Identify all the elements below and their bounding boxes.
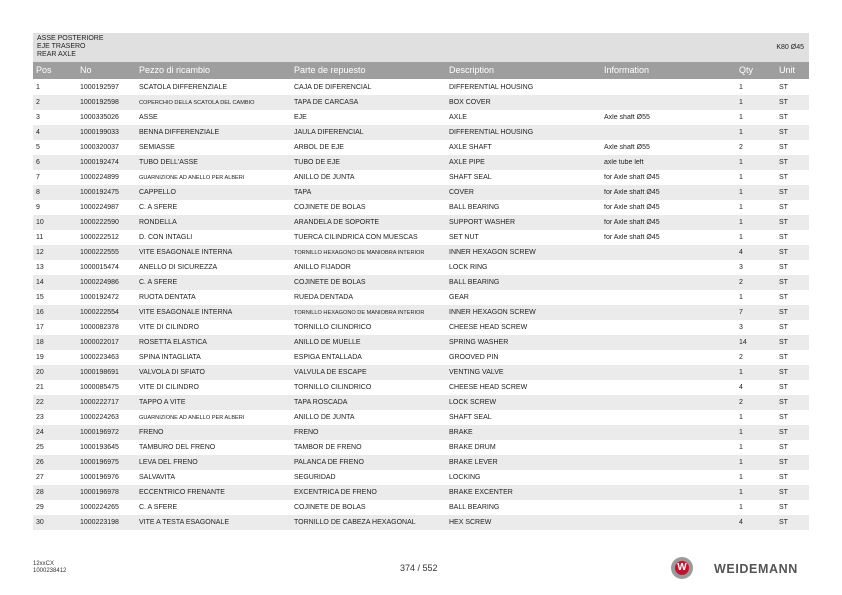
model-label: K80 Ø45: [776, 44, 804, 51]
cell-en: BRAKE EXCENTER: [449, 489, 513, 496]
cell-en: SHAFT SEAL: [449, 174, 492, 181]
cell-it: RUOTA DENTATA: [139, 294, 196, 301]
cell-unit: ST: [779, 444, 788, 451]
cell-unit: ST: [779, 234, 788, 241]
cell-unit: ST: [779, 339, 788, 346]
cell-pos: 21: [36, 384, 44, 391]
col-description: Description: [449, 65, 495, 75]
cell-no: 1000192598: [80, 99, 119, 106]
cell-qty: 1: [739, 174, 743, 181]
cell-no: 1000223463: [80, 354, 119, 361]
table-row: [33, 140, 809, 155]
cell-qty: 1: [739, 504, 743, 511]
cell-no: 1000222590: [80, 219, 119, 226]
cell-it: ASSE: [139, 114, 158, 121]
cell-it: SCATOLA DIFFERENZIALE: [139, 84, 228, 91]
cell-no: 1000192474: [80, 159, 119, 166]
cell-es: TUERCA CILÍNDRICA CON MUESCAS: [294, 234, 418, 241]
cell-en: LOCK SCREW: [449, 399, 497, 406]
cell-unit: ST: [779, 294, 788, 301]
cell-no: 1000085475: [80, 384, 119, 391]
table-row: [33, 320, 809, 335]
cell-no: 1000022017: [80, 339, 119, 346]
cell-en: BALL BEARING: [449, 504, 500, 511]
cell-es: ARANDELA DE SOPORTE: [294, 219, 380, 226]
cell-pos: 1: [36, 84, 40, 91]
cell-qty: 1: [739, 369, 743, 376]
cell-it: VITE A TESTA ESAGONALE: [139, 519, 229, 526]
cell-pos: 13: [36, 264, 44, 271]
cell-es: ANILLO DE JUNTA: [294, 174, 355, 181]
cell-no: 1000222554: [80, 309, 119, 316]
table-row: [33, 200, 809, 215]
cell-info: for Axle shaft Ø45: [604, 189, 660, 196]
table-row: [33, 350, 809, 365]
cell-it: C. A SFERE: [139, 204, 178, 211]
cell-en: BALL BEARING: [449, 204, 500, 211]
cell-qty: 2: [739, 279, 743, 286]
cell-es: ESPIGA ENTALLADA: [294, 354, 362, 361]
footer-model: 12xxCX: [33, 561, 55, 567]
table-header: [33, 62, 809, 79]
cell-unit: ST: [779, 519, 788, 526]
cell-unit: ST: [779, 309, 788, 316]
cell-no: 1000222512: [80, 234, 119, 241]
cell-en: AXLE: [449, 114, 467, 121]
cell-es: COJINETE DE BOLAS: [294, 504, 366, 511]
cell-no: 1000335026: [80, 114, 119, 121]
cell-pos: 2: [36, 99, 40, 106]
cell-it: SALVAVITA: [139, 474, 176, 481]
table-row: [33, 395, 809, 410]
cell-en: DIFFERENTIAL HOUSING: [449, 129, 534, 136]
cell-es: JAULA DIFERENCIAL: [294, 129, 364, 136]
cell-en: SPRING WASHER: [449, 339, 509, 346]
table-row: [33, 455, 809, 470]
cell-unit: ST: [779, 219, 788, 226]
cell-qty: 2: [739, 399, 743, 406]
cell-no: 1000192597: [80, 84, 119, 91]
cell-en: CHEESE HEAD SCREW: [449, 324, 528, 331]
table-row: [33, 485, 809, 500]
logo-letter: W: [675, 561, 689, 575]
cell-es: CAJA DE DIFERENCIAL: [294, 84, 372, 91]
cell-es: COJINETE DE BOLAS: [294, 279, 366, 286]
col-pos: Pos: [36, 65, 52, 75]
cell-no: 1000196975: [80, 459, 119, 466]
cell-unit: ST: [779, 354, 788, 361]
cell-it: VITE DI CILINDRO: [139, 384, 199, 391]
table-row: [33, 365, 809, 380]
cell-it: LEVA DEL FRENO: [139, 459, 198, 466]
table-row: [33, 410, 809, 425]
table-row: [33, 275, 809, 290]
cell-no: 1000192475: [80, 189, 119, 196]
cell-it: C. A SFERE: [139, 504, 178, 511]
cell-pos: 15: [36, 294, 44, 301]
cell-qty: 1: [739, 414, 743, 421]
cell-unit: ST: [779, 144, 788, 151]
cell-it: VITE ESAGONALE INTERNA: [139, 249, 233, 256]
col-unit: Unit: [779, 65, 796, 75]
cell-en: AXLE PIPE: [449, 159, 485, 166]
cell-pos: 14: [36, 279, 44, 286]
cell-it: RONDELLA: [139, 219, 177, 226]
cell-no: 1000198691: [80, 369, 119, 376]
cell-pos: 3: [36, 114, 40, 121]
cell-qty: 3: [739, 264, 743, 271]
cell-unit: ST: [779, 489, 788, 496]
cell-en: CHEESE HEAD SCREW: [449, 384, 528, 391]
cell-it: VITE ESAGONALE INTERNA: [139, 309, 233, 316]
cell-en: BRAKE DRUM: [449, 444, 496, 451]
table-row: [33, 80, 809, 95]
cell-unit: ST: [779, 384, 788, 391]
cell-no: 1000196972: [80, 429, 119, 436]
cell-es: ÁRBOL DE EJE: [294, 144, 344, 151]
cell-es: TAPA ROSCADA: [294, 399, 348, 406]
cell-es: TORNILLO DE CABEZA HEXAGONAL: [294, 519, 416, 526]
cell-pos: 27: [36, 474, 44, 481]
cell-no: 1000196978: [80, 489, 119, 496]
cell-no: 1000223198: [80, 519, 119, 526]
cell-qty: 1: [739, 84, 743, 91]
cell-no: 1000222717: [80, 399, 119, 406]
cell-en: LOCKING: [449, 474, 481, 481]
cell-es: FRENO: [294, 429, 319, 436]
col-spanish: Parte de repuesto: [294, 65, 366, 75]
cell-qty: 1: [739, 444, 743, 451]
col-qty: Qty: [739, 65, 754, 75]
cell-pos: 30: [36, 519, 44, 526]
col-information: Information: [604, 65, 650, 75]
table-row: [33, 170, 809, 185]
cell-pos: 5: [36, 144, 40, 151]
cell-it: C. A SFERE: [139, 279, 178, 286]
cell-it: ECCENTRICO FRENANTE: [139, 489, 225, 496]
cell-unit: ST: [779, 159, 788, 166]
cell-no: 1000224899: [80, 174, 119, 181]
cell-pos: 25: [36, 444, 44, 451]
logo-icon: [671, 557, 693, 579]
cell-qty: 1: [739, 114, 743, 121]
table-row: [33, 305, 809, 320]
cell-es: VÁLVULA DE ESCAPE: [294, 369, 367, 376]
cell-qty: 1: [739, 294, 743, 301]
cell-no: 1000320037: [80, 144, 119, 151]
cell-it: SEMIASSE: [139, 144, 175, 151]
cell-en: COVER: [449, 189, 474, 196]
cell-es: TUBO DE EJE: [294, 159, 340, 166]
page-number: 374 / 552: [400, 563, 438, 573]
cell-unit: ST: [779, 189, 788, 196]
cell-info: for Axle shaft Ø45: [604, 174, 660, 181]
parts-table: [33, 80, 809, 530]
cell-en: INNER HEXAGON SCREW: [449, 249, 536, 256]
cell-en: GROOVED PIN: [449, 354, 499, 361]
title-italian: ASSE POSTERIORE: [37, 35, 104, 42]
brand-logo: [671, 557, 811, 581]
cell-en: BRAKE LEVER: [449, 459, 498, 466]
cell-no: 1000222555: [80, 249, 119, 256]
table-row: [33, 155, 809, 170]
cell-pos: 28: [36, 489, 44, 496]
cell-qty: 1: [739, 474, 743, 481]
cell-en: BRAKE: [449, 429, 473, 436]
cell-unit: ST: [779, 204, 788, 211]
cell-pos: 29: [36, 504, 44, 511]
cell-no: 1000224987: [80, 204, 119, 211]
cell-unit: ST: [779, 129, 788, 136]
cell-pos: 19: [36, 354, 44, 361]
cell-qty: 3: [739, 324, 743, 331]
cell-es: TORNILLO CILÍNDRICO: [294, 324, 372, 331]
cell-en: LOCK RING: [449, 264, 488, 271]
cell-no: 1000196976: [80, 474, 119, 481]
cell-qty: 4: [739, 249, 743, 256]
table-row: [33, 380, 809, 395]
table-row: [33, 335, 809, 350]
table-row: [33, 260, 809, 275]
cell-unit: ST: [779, 504, 788, 511]
cell-unit: ST: [779, 459, 788, 466]
footer-number: 1000238412: [33, 568, 67, 574]
cell-unit: ST: [779, 399, 788, 406]
cell-qty: 1: [739, 219, 743, 226]
cell-qty: 1: [739, 159, 743, 166]
cell-pos: 23: [36, 414, 44, 421]
cell-es: RUEDA DENTADA: [294, 294, 353, 301]
title-spanish: EJE TRASERO: [37, 43, 86, 50]
col-italian: Pezzo di ricambio: [139, 65, 211, 75]
cell-it: GUARNIZIONE AD ANELLO PER ALBERI: [139, 415, 245, 421]
cell-qty: 1: [739, 489, 743, 496]
cell-qty: 4: [739, 519, 743, 526]
cell-qty: 4: [739, 384, 743, 391]
footer-doc-id: [33, 561, 66, 575]
table-row: [33, 500, 809, 515]
table-row: [33, 425, 809, 440]
cell-es: TAPA DE CARCASA: [294, 99, 359, 106]
cell-it: FRENO: [139, 429, 164, 436]
cell-es: SEGURIDAD: [294, 474, 336, 481]
table-row: [33, 110, 809, 125]
table-row: [33, 290, 809, 305]
cell-no: 1000192472: [80, 294, 119, 301]
cell-unit: ST: [779, 174, 788, 181]
cell-unit: ST: [779, 429, 788, 436]
cell-unit: ST: [779, 279, 788, 286]
cell-it: ANELLO DI SICUREZZA: [139, 264, 218, 271]
table-row: [33, 245, 809, 260]
cell-no: 1000082378: [80, 324, 119, 331]
cell-unit: ST: [779, 474, 788, 481]
cell-pos: 18: [36, 339, 44, 346]
cell-qty: 1: [739, 129, 743, 136]
cell-qty: 1: [739, 189, 743, 196]
cell-es: ANILLO DE JUNTA: [294, 414, 355, 421]
cell-es: TORNILLO CILÍNDRICO: [294, 384, 372, 391]
cell-pos: 9: [36, 204, 40, 211]
cell-es: PALANCA DE FRENO: [294, 459, 364, 466]
cell-pos: 12: [36, 249, 44, 256]
table-row: [33, 95, 809, 110]
cell-it: D. CON INTAGLI: [139, 234, 193, 241]
cell-en: SHAFT SEAL: [449, 414, 492, 421]
cell-qty: 2: [739, 144, 743, 151]
cell-qty: 1: [739, 99, 743, 106]
cell-info: Axle shaft Ø55: [604, 114, 650, 121]
table-row: [33, 230, 809, 245]
cell-en: DIFFERENTIAL HOUSING: [449, 84, 534, 91]
cell-no: 1000199033: [80, 129, 119, 136]
table-row: [33, 515, 809, 530]
cell-qty: 7: [739, 309, 743, 316]
cell-pos: 26: [36, 459, 44, 466]
brand-name: WEIDEMANN: [714, 562, 798, 576]
cell-en: BOX COVER: [449, 99, 491, 106]
cell-qty: 1: [739, 204, 743, 211]
cell-no: 1000193645: [80, 444, 119, 451]
cell-no: 1000224265: [80, 504, 119, 511]
cell-qty: 1: [739, 459, 743, 466]
cell-info: axle tube left: [604, 159, 644, 166]
cell-es: EXCÉNTRICA DE FRENO: [294, 489, 377, 496]
cell-en: INNER HEXAGON SCREW: [449, 309, 536, 316]
col-no: No: [80, 65, 92, 75]
table-row: [33, 125, 809, 140]
cell-en: VENTING VALVE: [449, 369, 504, 376]
cell-pos: 17: [36, 324, 44, 331]
table-row: [33, 215, 809, 230]
cell-unit: ST: [779, 249, 788, 256]
cell-no: 1000224986: [80, 279, 119, 286]
cell-it: COPERCHIO DELLA SCATOLA DEL CAMBIO: [139, 100, 255, 106]
cell-it: GUARNIZIONE AD ANELLO PER ALBERI: [139, 175, 245, 181]
cell-es: TORNILLO HEXÁGONO DE MANIOBRA INTERIOR: [294, 310, 425, 316]
cell-unit: ST: [779, 114, 788, 121]
cell-es: TORNILLO HEXÁGONO DE MANIOBRA INTERIOR: [294, 250, 425, 256]
table-row: [33, 440, 809, 455]
cell-it: BENNA DIFFERENZIALE: [139, 129, 220, 136]
cell-no: 1000224263: [80, 414, 119, 421]
cell-qty: 14: [739, 339, 747, 346]
cell-es: ANILLO DE MUELLE: [294, 339, 361, 346]
section-title: [37, 35, 104, 59]
cell-info: Axle shaft Ø55: [604, 144, 650, 151]
cell-unit: ST: [779, 369, 788, 376]
cell-unit: ST: [779, 414, 788, 421]
cell-es: ANILLO FIJADOR: [294, 264, 351, 271]
cell-it: TAMBURO DEL FRENO: [139, 444, 216, 451]
cell-en: AXLE SHAFT: [449, 144, 492, 151]
cell-it: TUBO DELL'ASSE: [139, 159, 198, 166]
cell-pos: 4: [36, 129, 40, 136]
cell-pos: 11: [36, 234, 44, 241]
cell-qty: 2: [739, 354, 743, 361]
cell-info: for Axle shaft Ø45: [604, 204, 660, 211]
cell-en: SUPPORT WASHER: [449, 219, 515, 226]
table-row: [33, 185, 809, 200]
cell-pos: 22: [36, 399, 44, 406]
cell-pos: 7: [36, 174, 40, 181]
cell-en: GEAR: [449, 294, 469, 301]
cell-no: 1000015474: [80, 264, 119, 271]
cell-it: VALVOLA DI SFIATO: [139, 369, 206, 376]
cell-unit: ST: [779, 99, 788, 106]
table-row: [33, 470, 809, 485]
cell-pos: 16: [36, 309, 44, 316]
cell-unit: ST: [779, 84, 788, 91]
cell-unit: ST: [779, 324, 788, 331]
cell-it: CAPPELLO: [139, 189, 176, 196]
cell-it: TAPPO A VITE: [139, 399, 186, 406]
cell-en: SET NUT: [449, 234, 479, 241]
section-header: [33, 33, 809, 62]
title-english: REAR AXLE: [37, 51, 76, 58]
cell-info: for Axle shaft Ø45: [604, 219, 660, 226]
cell-it: ROSETTA ELASTICA: [139, 339, 207, 346]
cell-info: for Axle shaft Ø45: [604, 234, 660, 241]
cell-pos: 6: [36, 159, 40, 166]
cell-pos: 24: [36, 429, 44, 436]
cell-it: VITE DI CILINDRO: [139, 324, 199, 331]
cell-en: BALL BEARING: [449, 279, 500, 286]
cell-pos: 10: [36, 219, 44, 226]
cell-it: SPINA INTAGLIATA: [139, 354, 201, 361]
cell-es: EJE: [294, 114, 307, 121]
cell-pos: 20: [36, 369, 44, 376]
cell-pos: 8: [36, 189, 40, 196]
cell-qty: 1: [739, 234, 743, 241]
cell-qty: 1: [739, 429, 743, 436]
cell-unit: ST: [779, 264, 788, 271]
cell-es: COJINETE DE BOLAS: [294, 204, 366, 211]
cell-en: HEX SCREW: [449, 519, 492, 526]
cell-es: TAMBOR DE FRENO: [294, 444, 362, 451]
cell-es: TAPA: [294, 189, 312, 196]
